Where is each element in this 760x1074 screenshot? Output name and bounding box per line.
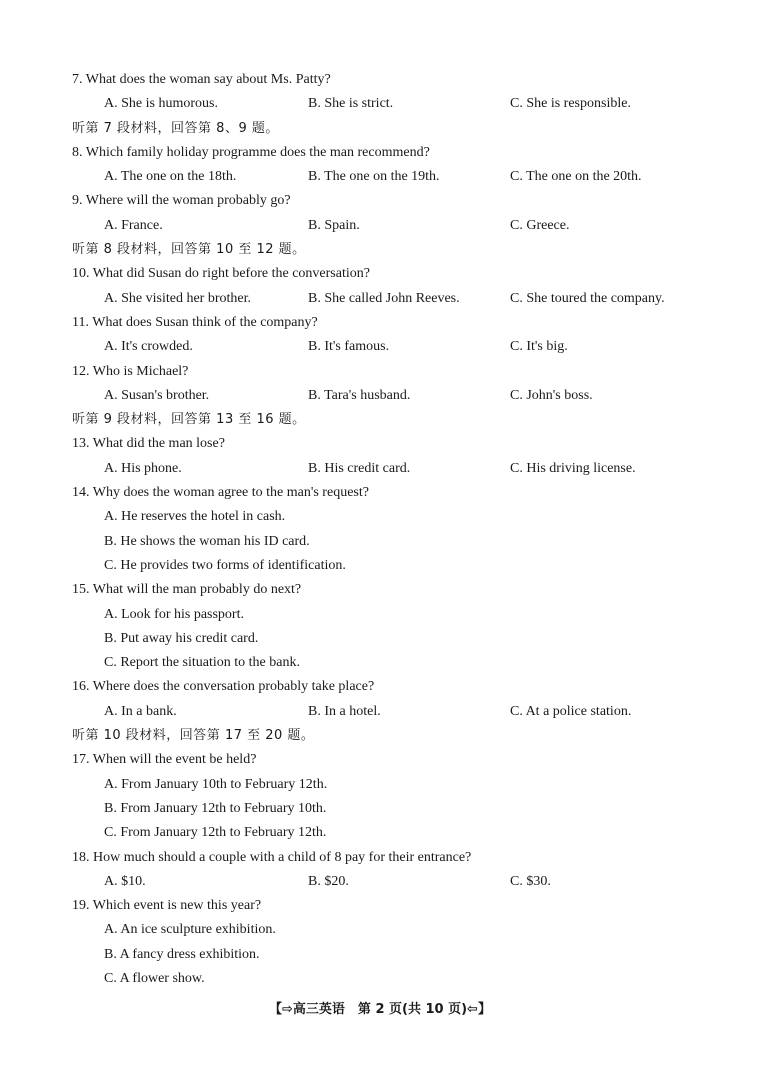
option-b: B. Spain. xyxy=(308,217,360,233)
option-row xyxy=(72,92,712,116)
option-b: B. In a hotel. xyxy=(308,703,381,719)
option: A. From January 10th to February 12th. xyxy=(104,776,328,792)
question: 19. Which event is new this year? xyxy=(72,898,262,914)
option-c: C. She is responsible. xyxy=(510,96,631,112)
option-row xyxy=(72,335,712,359)
option: C. He provides two forms of identification. xyxy=(104,557,346,573)
option-a: A. The one on the 18th. xyxy=(104,169,237,185)
option-a: A. She visited her brother. xyxy=(104,290,251,306)
option-b: B. Tara's husband. xyxy=(308,387,411,403)
option-row xyxy=(72,457,712,481)
question: 14. Why does the woman agree to the man's request? xyxy=(72,485,369,501)
question: 18. How much should a couple with a child of 8 pay for their entrance? xyxy=(72,849,472,865)
section-instruction: 听第 8 段材料，回答第 10 至 12 题。 xyxy=(72,242,306,258)
option: B. Put away his credit card. xyxy=(104,630,259,646)
option-b: B. It's famous. xyxy=(308,339,390,355)
option: B. He shows the woman his ID card. xyxy=(104,533,310,549)
option-c: C. At a police station. xyxy=(510,703,632,719)
option-row xyxy=(72,287,712,311)
option: C. From January 12th to February 12th. xyxy=(104,825,327,841)
option-row xyxy=(72,214,712,238)
section-instruction: 听第 10 段材料，回答第 17 至 20 题。 xyxy=(72,728,315,744)
option-c: C. The one on the 20th. xyxy=(510,169,642,185)
question: 9. Where will the woman probably go? xyxy=(72,193,291,209)
page-footer: 【⇨高三英语 第 2 页(共 10 页)⇦】 xyxy=(269,1002,491,1017)
question: 8. Which family holiday programme does the man recommend? xyxy=(72,144,430,160)
question: 10. What did Susan do right before the conversation? xyxy=(72,266,370,282)
option-a: A. Susan's brother. xyxy=(104,387,210,403)
option-row xyxy=(72,700,712,724)
option: A. Look for his passport. xyxy=(104,606,244,622)
option-a: A. His phone. xyxy=(104,460,182,476)
question: 13. What did the man lose? xyxy=(72,436,225,452)
option-b: B. His credit card. xyxy=(308,460,411,476)
option-row xyxy=(72,384,712,408)
option-a: A. She is humorous. xyxy=(104,96,218,112)
option: A. He reserves the hotel in cash. xyxy=(104,509,286,525)
question: 11. What does Susan think of the company? xyxy=(72,314,318,330)
question: 12. Who is Michael? xyxy=(72,363,189,379)
option-a: A. In a bank. xyxy=(104,703,177,719)
option-c: C. It's big. xyxy=(510,339,568,355)
option-b: B. She is strict. xyxy=(308,96,394,112)
option-b: B. $20. xyxy=(308,873,349,889)
option: C. Report the situation to the bank. xyxy=(104,655,300,671)
question: 7. What does the woman say about Ms. Patty? xyxy=(72,72,331,87)
question: 15. What will the man probably do next? xyxy=(72,582,302,598)
option-a: A. $10. xyxy=(104,873,146,889)
option-c: C. $30. xyxy=(510,873,551,889)
option-c: C. She toured the company. xyxy=(510,290,665,306)
option-c: C. Greece. xyxy=(510,217,570,233)
option-b: B. The one on the 19th. xyxy=(308,169,440,185)
section-instruction: 听第 9 段材料，回答第 13 至 16 题。 xyxy=(72,412,306,428)
option: B. A fancy dress exhibition. xyxy=(104,946,260,962)
option: C. A flower show. xyxy=(104,970,205,986)
option-a: A. France. xyxy=(104,217,163,233)
option-c: C. John's boss. xyxy=(510,387,593,403)
option: A. An ice sculpture exhibition. xyxy=(104,922,276,938)
question-list xyxy=(72,68,712,991)
section-instruction: 听第 7 段材料，回答第 8、9 题。 xyxy=(72,120,279,136)
option-b: B. She called John Reeves. xyxy=(308,290,460,306)
option-row xyxy=(72,870,712,894)
option-row xyxy=(72,165,712,189)
question: 16. Where does the conversation probably take place? xyxy=(72,679,375,695)
question: 17. When will the event be held? xyxy=(72,752,257,768)
option: B. From January 12th to February 10th. xyxy=(104,800,327,816)
option-c: C. His driving license. xyxy=(510,460,636,476)
option-a: A. It's crowded. xyxy=(104,339,193,355)
